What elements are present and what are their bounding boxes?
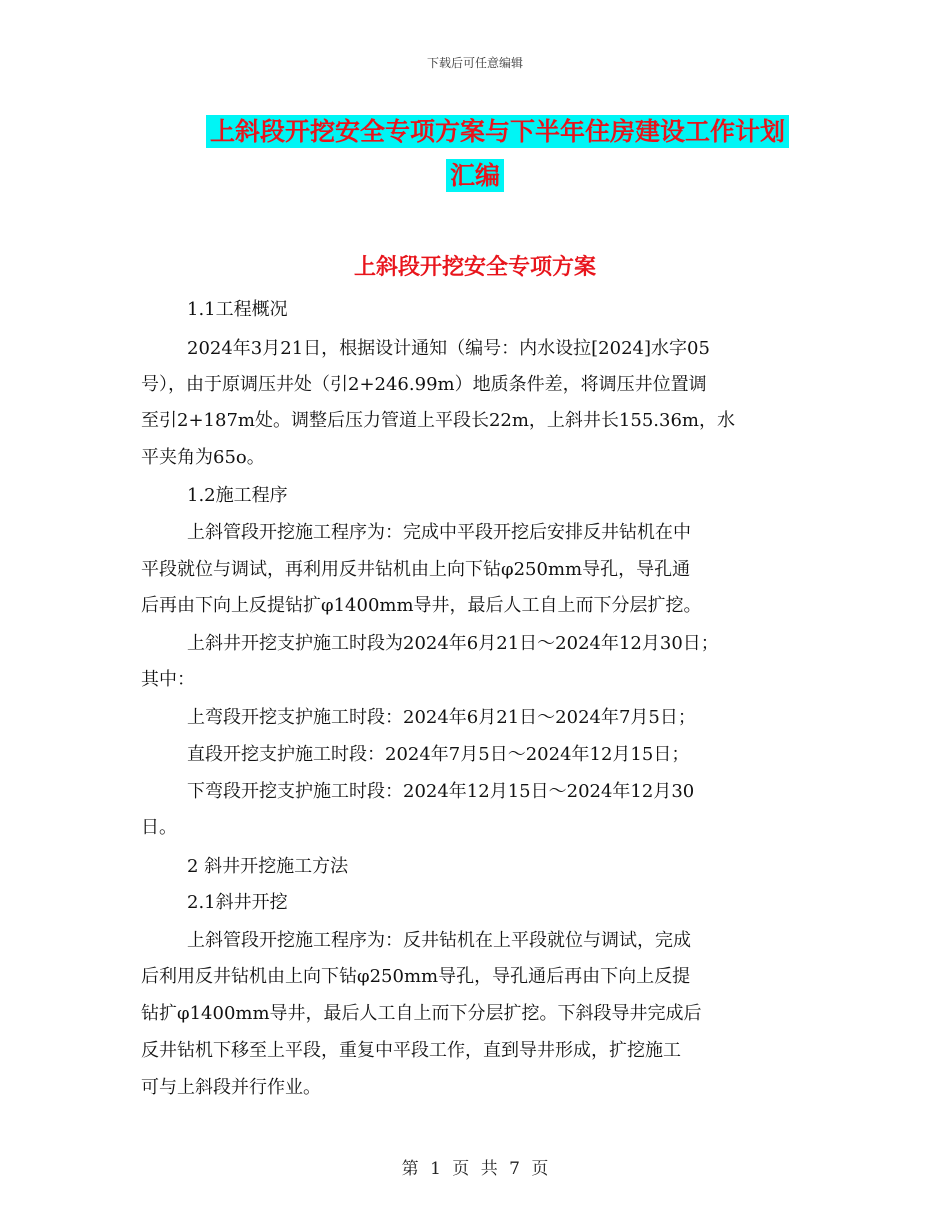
- paragraph-line: 下弯段开挖支护施工时段：2024年12月15日～2024年12月30: [187, 781, 695, 802]
- heading-2-1: 2.1斜井开挖: [187, 892, 288, 913]
- page-number: 第 1 页 共 7 页: [401, 1159, 549, 1179]
- paragraph-line: 至引2+187m处。调整后压力管道上平段长22m，上斜井长155.36m，水: [141, 410, 735, 431]
- paragraph-line: 日。: [141, 817, 177, 838]
- paragraph-line: 上斜井开挖支护施工时段为2024年6月21日～2024年12月30日；: [187, 633, 719, 654]
- paragraph-line: 上斜管段开挖施工程序为：完成中平段开挖后安排反井钻机在中: [187, 522, 691, 543]
- paragraph-line: 直段开挖支护施工时段：2024年7月5日～2024年12月15日；: [187, 744, 690, 765]
- header-note: 下载后可任意编辑: [426, 56, 523, 70]
- document-title-line-2: [0, 156, 950, 192]
- paragraph-line: 平段就位与调试，再利用反井钻机由上向下钻φ250mm导孔，导孔通: [141, 559, 691, 580]
- paragraph-line: 上斜管段开挖施工程序为：反井钻机在上平段就位与调试，完成: [187, 930, 691, 951]
- heading-2: 2 斜井开挖施工方法: [187, 856, 349, 877]
- title-highlight-1: 上斜段开挖安全专项方案与下半年住房建设工作计划: [206, 115, 789, 148]
- paragraph-line: 上弯段开挖支护施工时段：2024年6月21日～2024年7月5日；: [187, 707, 696, 728]
- paragraph-line: 钻扩φ1400mm导井，最后人工自上而下分层扩挖。下斜段导井完成后: [141, 1003, 702, 1024]
- paragraph-line: 反井钻机下移至上平段，重复中平段工作，直到导井形成，扩挖施工: [141, 1040, 681, 1061]
- paragraph-line: 平夹角为65o。: [141, 447, 265, 468]
- heading-1-2: 1.2施工程序: [187, 485, 288, 506]
- title-highlight-2: 汇编: [446, 159, 504, 192]
- paragraph-line: 后利用反井钻机由上向下钻φ250mm导孔，导孔通后再由下向上反提: [141, 966, 691, 987]
- paragraph-line: 2024年3月21日，根据设计通知（编号：内水设拉[2024]水字05: [187, 338, 710, 359]
- document-title-line-1: [0, 112, 950, 148]
- paragraph-line: 可与上斜段并行作业。: [141, 1077, 321, 1098]
- paragraph-line: 后再由下向上反提钻扩φ1400mm导井，最后人工自上而下分层扩挖。: [141, 595, 702, 616]
- section-title: 上斜段开挖安全专项方案: [353, 255, 596, 280]
- paragraph-line: 其中：: [141, 669, 195, 690]
- paragraph-line: 号），由于原调压井处（引2+246.99m）地质条件差，将调压井位置调: [141, 374, 707, 395]
- heading-1-1: 1.1工程概况: [187, 299, 288, 320]
